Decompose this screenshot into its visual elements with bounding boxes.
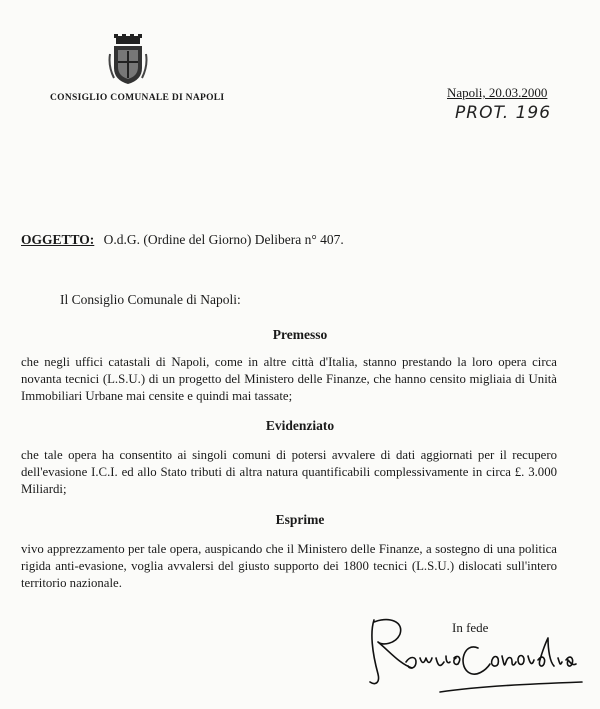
section-text-evidenziato: che tale opera ha consentito ai singoli comuni di potersi avvalere di dati aggiornati per il recupero dell'evasione I.C.I. ed allo Stato tributi di altra natura quantificabili complessivamente in circa £. 3.000 Miliardi; — [21, 448, 557, 496]
organization-name: CONSIGLIO COMUNALE DI NAPOLI — [50, 93, 225, 103]
subject-text: O.d.G. (Ordine del Giorno) Delibera n° 407. — [103, 232, 344, 247]
section-heading-premesso: Premesso — [272, 327, 328, 342]
date-text: Napoli, 20.03.2000 — [447, 85, 548, 100]
protocol-number: PROT. 196 — [455, 103, 552, 123]
in-fede-label: In fede — [452, 620, 489, 635]
document-date — [447, 85, 547, 101]
section-text-esprime: vivo apprezzamento per tale opera, auspicando che il Ministero delle Finanze, a sostegno di una politica rigida anti-evasione, voglia avvalersi del giusto supporto dei 1800 tecnici (L.S.U.) dislocati sull'intero territorio nazionale. — [21, 542, 557, 590]
handwritten-signature — [360, 612, 590, 697]
section-heading-evidenziato: Evidenziato — [265, 418, 335, 433]
section-text-premesso: che negli uffici catastali di Napoli, come in altre città d'Italia, stanno prestando la loro opera circa novanta tecnici (L.S.U.) di un progetto del Ministero delle Finanze, che hanno censito migliaia di Unità Immobiliari Urbane mai censite e quindi mai tassate; — [21, 355, 557, 403]
coat-of-arms-icon — [108, 34, 148, 86]
subject-label: OGGETTO: — [21, 232, 95, 247]
intro-text: Il Consiglio Comunale di Napoli: — [60, 292, 241, 307]
section-heading-esprime: Esprime — [275, 512, 325, 527]
subject-line — [21, 232, 344, 248]
